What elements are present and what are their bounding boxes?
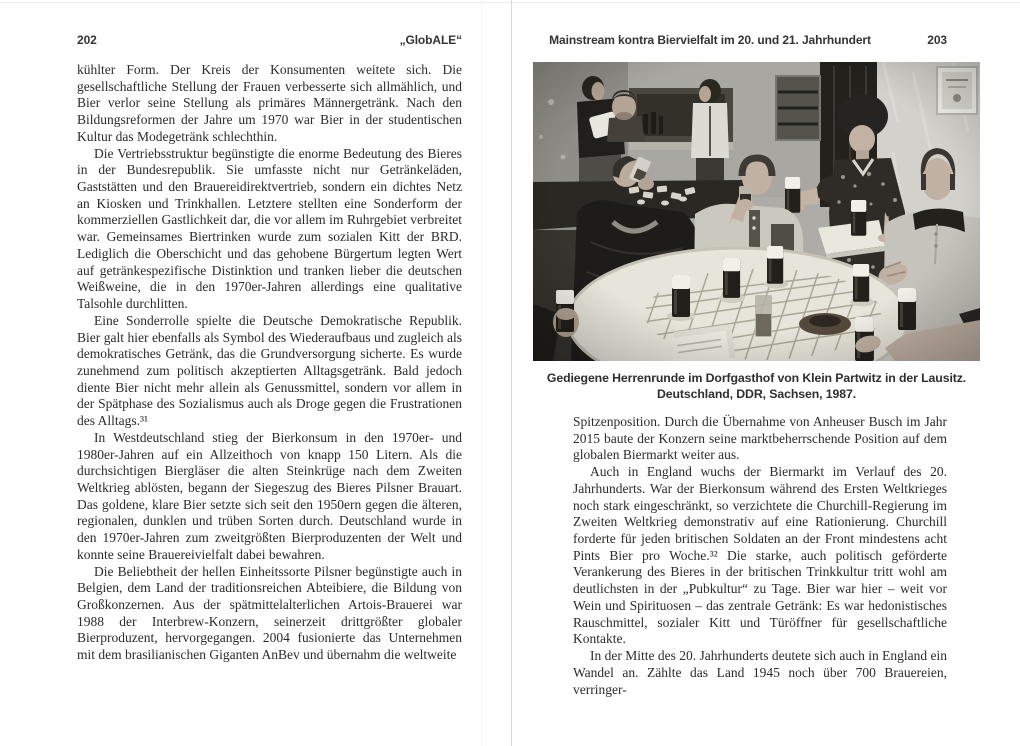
body-paragraph: In der Mitte des 20. Jahrhunderts deutete sich auch in England ein Wandel an. Zählte das Land 1945 noch über 700 Brauereien, verringer- (573, 648, 947, 697)
pub-photo (533, 62, 980, 361)
page-number-right: 203 (927, 33, 947, 47)
body-paragraph: Die Vertriebsstruktur begünstigte die enorme Bedeutung des Bieres in der Bundesrepublik. Sie umfasste nicht nur Getränkeläden, Gaststätten und den Brauereidirektvertrieb, sondern ein dichtes Netz an Kiosken und Trinkhallen. Letztere stellten eine Sonderform der kommerziellen Gastlichkeit dar, die vor allem im Ruhrgebiet verbreitet war. Gemeinsames Biertrinken wurde zum sozialen Kitt der BRD. Lediglich die Oberschicht und das gehobene Bürgertum legten Wert auf getränkespezifische Distinktion und tranken lieber die deutschen Weißweine, die in den 1970er-Jahren allerdings eine qualitative Talsohle durchlitten. (77, 145, 462, 312)
right-page-body (573, 414, 947, 698)
pub-photo-illustration (533, 62, 980, 361)
left-page-body (77, 62, 462, 664)
body-paragraph: Auch in England wuchs der Biermarkt im Verlauf des 20. Jahrhunderts. War der Bierkonsum während des Ersten Weltkrieges noch stark eingeschränkt, so verzichtete die Churchill-Regierung im Zweiten Weltkrieg demonstrativ auf eine Rationierung. Churchill forderte für jeden britischen Soldaten an der Front mindestens acht Pints Bier pro Woche.³² Die starke, auch politisch geförderte Verankerung des Bieres in der britischen Trinkkultur tritt wohl am deutlichsten in der „Pubkultur“ zu Tage. Bier war hier – weit vor Wein und Spirituosen – das zentrale Getränk: Es war hedonistisches Rauschmittel, sozialer Kitt und Türöffner für gesellschaftliche Kontakte. (573, 464, 947, 647)
page-gutter-shadow (481, 0, 482, 746)
page-number-left: 202 (77, 33, 97, 47)
photo-caption (533, 371, 980, 402)
page-gutter-line (511, 0, 512, 746)
running-title-left: „GlobALE“ (399, 33, 462, 47)
running-title-right: Mainstream kontra Biervielfalt im 20. und 21. Jahrhundert (549, 33, 871, 47)
page-top-edge (0, 2, 1020, 3)
body-paragraph: In Westdeutschland stieg der Bierkonsum in den 1970er- und 1980er-Jahren auf ein Allzeithoch von knapp 150 Litern. Als die durchsichtigen Biergläser die alten Steinkrüge nach dem Zweiten Weltkrieg ablösten, begann der Siegeszug des Bieres Pilsner Brauart. Das goldene, klare Bier setzte sich seit den 1950ern gegen die älteren, regionalen, dunklen und trüben Sorten durch. Deutschland wurde in den 1970er-Jahren zum zweitgrößten Bierproduzenten der Welt und konnte seine Brauereivielfalt dabei bewahren. (77, 429, 462, 562)
body-paragraph: Eine Sonderrolle spielte die Deutsche Demokratische Republik. Bier galt hier ebenfalls als Symbol des Wiederaufbaus und zugleich als demokratisches Getränk, das die Grundversorgung sicherte. Es wurde zunehmend zum politisch akzeptierten Alltagsgetränk. Bald jedoch diente Bier nicht mehr allein als Genussmittel, sondern vor allem in der Spätphase des Sozialismus auch als Droge gegen die Frustrationen des Alltags.³¹ (77, 312, 462, 429)
photo-caption-line1: Gediegene Herrenrunde im Dorfgasthof von Klein Partwitz in der Lausitz. (546, 371, 967, 385)
body-paragraph: kühlter Form. Der Kreis der Konsumenten weitete sich. Die gesellschaftliche Stellung der Frauen verbesserte sich allmählich, und Bier verlor seine Stellung als primäres Männergetränk. Nach den Bildungsreformen der Jahre um 1970 war Bier in der studentischen Kultur das Modegetränk schlechthin. (77, 62, 462, 144)
body-paragraph: Spitzenposition. Durch die Übernahme von Anheuser Busch im Jahr 2015 baute der Konzern seine marktbeherrschende Position auf dem globalen Biermarkt weiter aus. (573, 414, 947, 463)
body-paragraph: Die Beliebtheit der hellen Einheitssorte Pilsner begünstigte auch in Belgien, dem Land der traditionsreichen Abteibiere, die Bildung von Großkonzernen. Aus der spätmittelalterlichen Artois-Brauerei war 1988 der Interbrew-Konzern, seinerzeit drittgrößter globaler Bierproduzent, hervorgegangen. 2004 fusionierte das Unternehmen mit dem brasilianischen Giganten AnBev und übernahm die weltweite (77, 563, 462, 663)
photo-caption-line2: Deutschland, DDR, Sachsen, 1987. (656, 386, 857, 401)
